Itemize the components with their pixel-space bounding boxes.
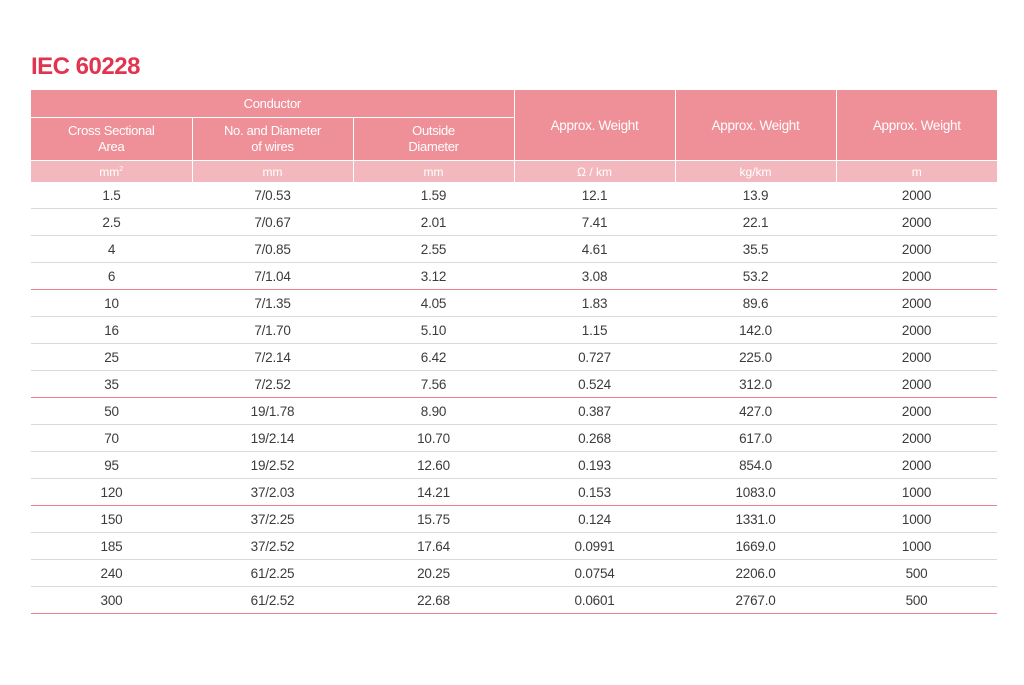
- cell-length: 1000: [836, 533, 997, 560]
- cell-length: 2000: [836, 371, 997, 398]
- cell-mass: 2206.0: [675, 560, 836, 587]
- table-row: [31, 452, 997, 479]
- cell-area: 35: [31, 371, 192, 398]
- table-row: [31, 560, 997, 587]
- table-row: [31, 398, 997, 425]
- cell-area: 70: [31, 425, 192, 452]
- cell-outside-diameter: 4.05: [353, 290, 514, 317]
- cell-mass: 1331.0: [675, 506, 836, 533]
- cell-area: 300: [31, 587, 192, 614]
- cell-wires: 61/2.25: [192, 560, 353, 587]
- cell-area: 16: [31, 317, 192, 344]
- cell-outside-diameter: 2.01: [353, 209, 514, 236]
- table-body: [31, 182, 997, 614]
- cell-wires: 37/2.25: [192, 506, 353, 533]
- cell-length: 2000: [836, 236, 997, 263]
- header-outside-diameter: [353, 118, 514, 161]
- cell-mass: 427.0: [675, 398, 836, 425]
- unit-text: mm: [99, 164, 120, 179]
- cell-length: 2000: [836, 452, 997, 479]
- cell-resistance: 1.15: [514, 317, 675, 344]
- unit-wires: mm: [192, 161, 353, 183]
- unit-resistance: Ω / km: [514, 161, 675, 183]
- cell-wires: 19/2.14: [192, 425, 353, 452]
- cell-area: 4: [31, 236, 192, 263]
- conductor-group-header: Conductor: [31, 90, 514, 118]
- cell-mass: 617.0: [675, 425, 836, 452]
- cell-wires: 7/1.35: [192, 290, 353, 317]
- cell-mass: 53.2: [675, 263, 836, 290]
- cell-wires: 37/2.52: [192, 533, 353, 560]
- cell-area: 95: [31, 452, 192, 479]
- unit-mass: kg/km: [675, 161, 836, 183]
- header-approx-weight-length: Approx. Weight: [836, 90, 997, 161]
- unit-outside-diameter: mm: [353, 161, 514, 183]
- cell-wires: 7/0.85: [192, 236, 353, 263]
- table-row: [31, 209, 997, 236]
- cell-area: 120: [31, 479, 192, 506]
- cell-mass: 312.0: [675, 371, 836, 398]
- table-row: [31, 290, 997, 317]
- table-row: [31, 371, 997, 398]
- cell-outside-diameter: 3.12: [353, 263, 514, 290]
- cell-resistance: 1.83: [514, 290, 675, 317]
- header-cross-sectional-area: [31, 118, 192, 161]
- cell-outside-diameter: 20.25: [353, 560, 514, 587]
- table-row: [31, 344, 997, 371]
- table-row: [31, 425, 997, 452]
- cell-outside-diameter: 8.90: [353, 398, 514, 425]
- cell-resistance: 0.0601: [514, 587, 675, 614]
- cell-wires: 7/1.04: [192, 263, 353, 290]
- table-row: [31, 587, 997, 614]
- cell-outside-diameter: 5.10: [353, 317, 514, 344]
- cell-resistance: 7.41: [514, 209, 675, 236]
- header-line: Outside: [412, 123, 455, 138]
- cell-area: 50: [31, 398, 192, 425]
- cell-resistance: 0.0754: [514, 560, 675, 587]
- table-row: [31, 533, 997, 560]
- cell-resistance: 0.124: [514, 506, 675, 533]
- table-row: [31, 263, 997, 290]
- cell-resistance: 4.61: [514, 236, 675, 263]
- cell-wires: 37/2.03: [192, 479, 353, 506]
- cell-length: 2000: [836, 398, 997, 425]
- cell-wires: 61/2.52: [192, 587, 353, 614]
- header-line: Cross Sectional: [67, 123, 155, 138]
- cell-length: 2000: [836, 425, 997, 452]
- cell-length: 1000: [836, 506, 997, 533]
- cell-area: 150: [31, 506, 192, 533]
- unit-length: m: [836, 161, 997, 183]
- cell-resistance: 12.1: [514, 182, 675, 209]
- unit-area: [31, 161, 192, 183]
- cell-wires: 19/2.52: [192, 452, 353, 479]
- page-title: IEC 60228: [31, 53, 140, 80]
- cell-outside-diameter: 22.68: [353, 587, 514, 614]
- cell-length: 2000: [836, 317, 997, 344]
- table-row: [31, 236, 997, 263]
- cell-area: 240: [31, 560, 192, 587]
- cell-wires: 7/2.52: [192, 371, 353, 398]
- table-row: [31, 317, 997, 344]
- header-approx-weight-mass: Approx. Weight: [675, 90, 836, 161]
- cell-outside-diameter: 2.55: [353, 236, 514, 263]
- cell-mass: 1083.0: [675, 479, 836, 506]
- cell-outside-diameter: 14.21: [353, 479, 514, 506]
- cell-wires: 7/0.67: [192, 209, 353, 236]
- cell-length: 500: [836, 560, 997, 587]
- cell-resistance: 0.268: [514, 425, 675, 452]
- unit-superscript: 2: [119, 165, 124, 173]
- cell-length: 2000: [836, 182, 997, 209]
- header-wire-count-diameter: [192, 118, 353, 161]
- cell-area: 6: [31, 263, 192, 290]
- cell-resistance: 0.524: [514, 371, 675, 398]
- cell-area: 185: [31, 533, 192, 560]
- cell-length: 1000: [836, 479, 997, 506]
- header-line: of wires: [251, 139, 294, 154]
- cell-mass: 142.0: [675, 317, 836, 344]
- cell-outside-diameter: 7.56: [353, 371, 514, 398]
- cell-outside-diameter: 10.70: [353, 425, 514, 452]
- cell-outside-diameter: 6.42: [353, 344, 514, 371]
- cell-resistance: 0.727: [514, 344, 675, 371]
- cell-area: 2.5: [31, 209, 192, 236]
- cell-length: 2000: [836, 290, 997, 317]
- cell-resistance: 0.0991: [514, 533, 675, 560]
- cell-wires: 19/1.78: [192, 398, 353, 425]
- cell-mass: 22.1: [675, 209, 836, 236]
- cell-wires: 7/0.53: [192, 182, 353, 209]
- cell-resistance: 3.08: [514, 263, 675, 290]
- cell-mass: 35.5: [675, 236, 836, 263]
- cell-outside-diameter: 15.75: [353, 506, 514, 533]
- cell-length: 500: [836, 587, 997, 614]
- cell-wires: 7/2.14: [192, 344, 353, 371]
- cable-spec-table: [31, 90, 997, 614]
- cell-area: 1.5: [31, 182, 192, 209]
- cell-mass: 225.0: [675, 344, 836, 371]
- cell-outside-diameter: 12.60: [353, 452, 514, 479]
- cell-resistance: 0.193: [514, 452, 675, 479]
- cell-resistance: 0.153: [514, 479, 675, 506]
- header-line: Area: [98, 139, 125, 154]
- header-line: No. and Diameter: [223, 123, 322, 138]
- table-row: [31, 479, 997, 506]
- cell-length: 2000: [836, 209, 997, 236]
- cell-outside-diameter: 1.59: [353, 182, 514, 209]
- cell-wires: 7/1.70: [192, 317, 353, 344]
- table-row: [31, 182, 997, 209]
- cell-mass: 1669.0: [675, 533, 836, 560]
- cell-length: 2000: [836, 344, 997, 371]
- cell-area: 10: [31, 290, 192, 317]
- header-line: Diameter: [408, 139, 459, 154]
- cell-mass: 13.9: [675, 182, 836, 209]
- cell-area: 25: [31, 344, 192, 371]
- cell-outside-diameter: 17.64: [353, 533, 514, 560]
- cell-mass: 2767.0: [675, 587, 836, 614]
- cell-mass: 854.0: [675, 452, 836, 479]
- table-row: [31, 506, 997, 533]
- cell-length: 2000: [836, 263, 997, 290]
- cell-mass: 89.6: [675, 290, 836, 317]
- cell-resistance: 0.387: [514, 398, 675, 425]
- header-approx-weight-resistance: Approx. Weight: [514, 90, 675, 161]
